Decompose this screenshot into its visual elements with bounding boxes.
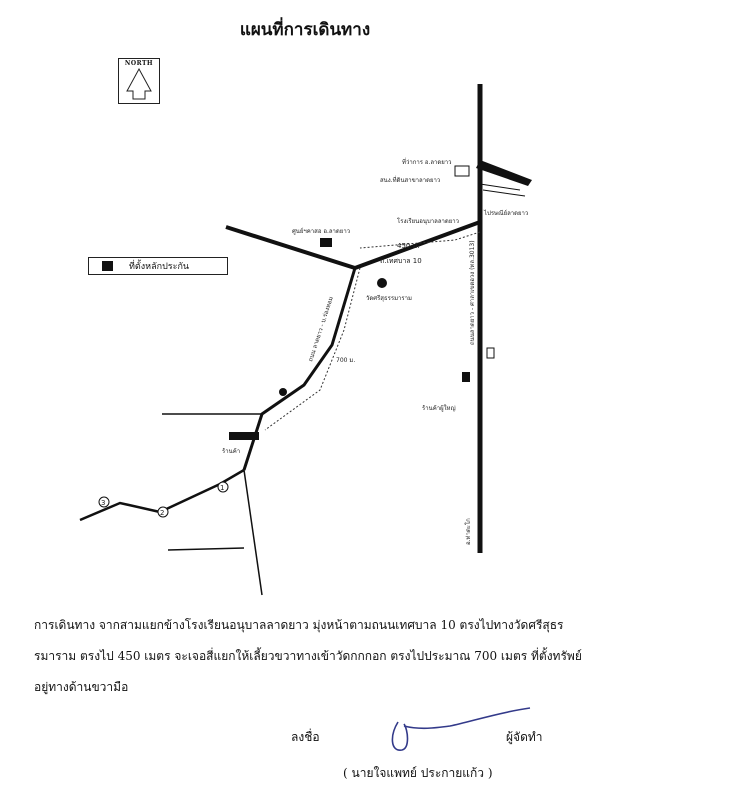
directions-text: การเดินทาง จากสามแยกข้างโรงเรียนอนุบาลลาดยาว มุ่งหน้าตามถนนเทศบาล 10 ตรงไปทางวัดศรีสุธรรมาราม ตรงไป 450 เมตร จะเจอสี่แยกให้เลี้ยวขวาทางเข้าวัดกกกอก ตรงไปประมาณ 700 เมตร ที่ตั้งทรัพย์อยู่ทางด้านขวามือ	[34, 618, 582, 694]
health-center-icon	[320, 238, 332, 247]
label-post-office: ไปรษณีย์ลาดยาว	[484, 210, 529, 217]
label-shop-left: ร้านค้า	[222, 448, 241, 455]
building-icon	[487, 348, 494, 358]
legend-label: ที่ตั้งหลักประกัน	[129, 262, 190, 272]
label-marker-1: 1	[220, 484, 225, 492]
road-northeast-2	[483, 190, 525, 196]
label-school: โรงเรียนอนุบาลลาดยาว	[397, 218, 460, 225]
maker-label: ผู้จัดทำ	[506, 730, 543, 744]
label-health-center: ศูนย์ฯคาสอ อ.ลาดยาว	[292, 228, 351, 235]
signature-row	[0, 722, 755, 752]
sign-label: ลงชื่อ	[291, 730, 320, 744]
label-700: 700 ม.	[336, 357, 356, 364]
label-road-10: ถ.เทศบาล 10	[380, 257, 422, 265]
property-marker	[229, 432, 259, 440]
north-label: NORTH	[124, 60, 154, 67]
label-marker-2: 2	[160, 509, 165, 517]
branch-road-bottom	[168, 548, 244, 550]
label-temple: วัดศรีสุธรรมาราม	[366, 295, 412, 302]
landmark-icon	[279, 388, 287, 396]
label-450: 450 ม.	[397, 242, 420, 250]
label-district-office: ที่ว่าการ อ.ลาดยาว	[402, 159, 452, 166]
map-title: แผนที่การเดินทาง	[239, 20, 371, 40]
label-main-highway: ถนนลาดยาว - ศาลาเขตอวง (ทล.3013)	[469, 240, 476, 345]
road-10	[226, 222, 480, 268]
branch-road-down	[244, 470, 262, 595]
signer-name: ( นายใจแพทย์ ประกายแก้ว )	[343, 766, 493, 780]
label-marker-3: 3	[101, 499, 106, 507]
road-northeast	[480, 184, 520, 190]
handwritten-signature	[380, 700, 540, 760]
temple-icon	[377, 278, 387, 288]
temple-road	[244, 268, 355, 470]
road-sign-arrow-icon	[476, 160, 532, 186]
label-shop-right: ร้านค้าผู้ใหญ่	[422, 405, 456, 412]
label-temple-road: ถนน ลาดยาว - บ.ร่องหอม	[307, 295, 335, 363]
label-health-office: สนง.ที่ดินสาขาลาดยาว	[380, 177, 441, 184]
post-office-icon	[462, 372, 470, 382]
district-office-icon	[455, 166, 469, 176]
label-to-bottom: อ.ท่าตะโก	[465, 518, 472, 545]
